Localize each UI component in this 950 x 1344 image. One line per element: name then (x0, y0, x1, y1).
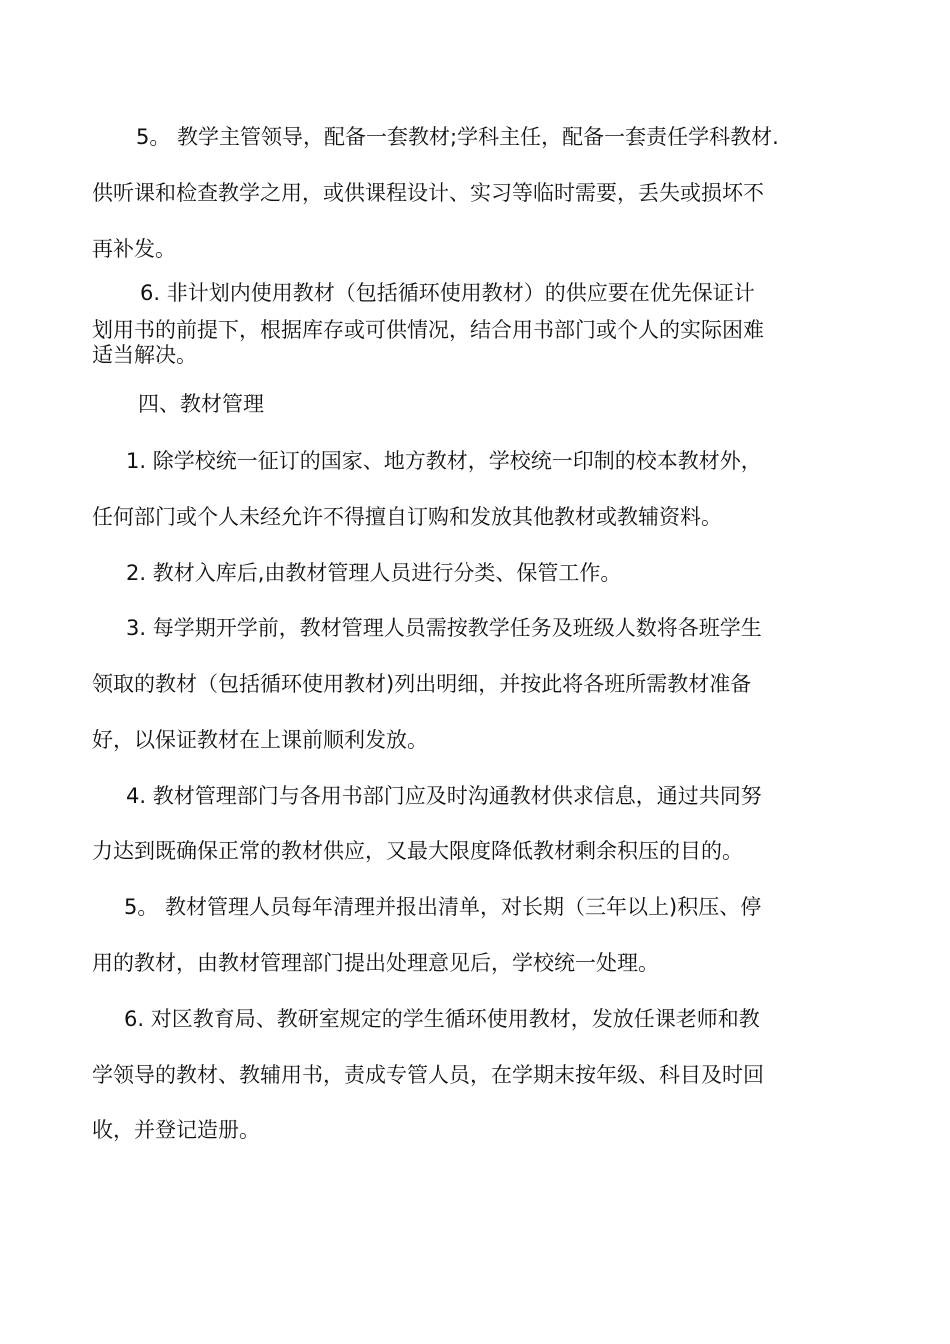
item-5-line-1: 5。 教学主管领导，配备一套教材;学科主任，配备一套责任学科教材. (136, 125, 779, 149)
rule-6-line-1: 6. 对区教育局、教研室规定的学生循环使用教材，发放任课老师和教 (124, 1007, 760, 1031)
item-5-line-3: 再补发。 (92, 237, 176, 261)
item-6-line-1: 6. 非计划内使用教材（包括循环使用教材）的供应要在优先保证计 (140, 281, 755, 305)
rule-4-line-1: 4. 教材管理部门与各用书部门应及时沟通教材供求信息，通过共同努 (126, 784, 762, 808)
rule-3-line-1: 3. 每学期开学前，教材管理人员需按教学任务及班级人数将各班学生 (126, 616, 762, 640)
item-6-line-3: 适当解决。 (92, 343, 197, 367)
section-heading: 四、教材管理 (138, 392, 264, 416)
rule-1-line-1: 1. 除学校统一征订的国家、地方教材，学校统一印制的校本教材外， (126, 449, 762, 473)
rule-6-line-3: 收，并登记造册。 (92, 1118, 260, 1142)
item-6-line-2: 划用书的前提下，根据库存或可供情况，结合用书部门或个人的实际困难 (92, 318, 764, 342)
item-5-line-2: 供听课和检查教学之用，或供课程设计、实习等临时需要，丢失或损坏不 (92, 181, 764, 205)
rule-5-line-2: 用的教材，由教材管理部门提出处理意见后，学校统一处理。 (92, 951, 659, 975)
rule-4-line-2: 力达到既确保正常的教材供应，又最大限度降低教材剩余积压的目的。 (92, 839, 743, 863)
rule-6-line-2: 学领导的教材、教辅用书，责成专管人员，在学期末按年级、科目及时回 (92, 1063, 764, 1087)
rule-5-line-1: 5。 教材管理人员每年清理并报出清单，对长期（三年以上)积压、停 (124, 895, 762, 919)
rule-1-line-2: 任何部门或个人未经允许不得擅自订购和发放其他教材或教辅资料。 (92, 505, 722, 529)
rule-3-line-3: 好，以保证教材在上课前顺利发放。 (92, 728, 428, 752)
rule-3-line-2: 领取的教材（包括循环使用教材)列出明细，并按此将各班所需教材准备 (92, 672, 752, 696)
rule-2-line-1: 2. 教材入库后,由教材管理人员进行分类、保管工作。 (126, 561, 622, 585)
